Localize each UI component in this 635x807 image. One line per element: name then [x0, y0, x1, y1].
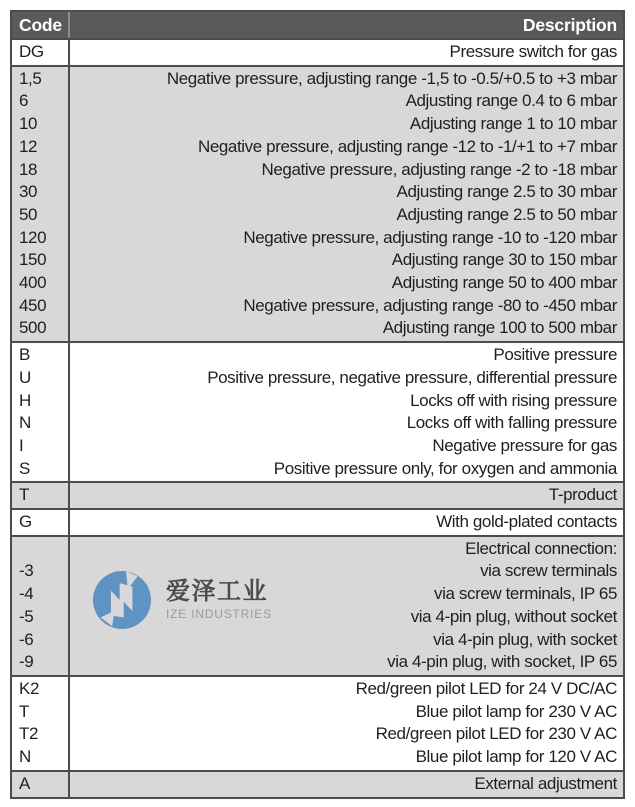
- code-cell: 450: [19, 295, 47, 315]
- table-body: [12, 38, 623, 797]
- code-cell: K2: [19, 678, 39, 698]
- code-column: [12, 343, 70, 481]
- description-cell: Red/green pilot LED for 230 V AC: [375, 724, 617, 744]
- table-section: [12, 38, 623, 65]
- description-cell: via 4-pin plug, with socket, IP 65: [387, 652, 617, 672]
- code-column: [12, 510, 70, 535]
- code-cell: 120: [19, 227, 47, 247]
- description-cell: T-product: [548, 485, 617, 505]
- description-cell: External adjustment: [474, 773, 617, 793]
- code-cell: A: [19, 773, 30, 793]
- description-cell: Positive pressure only, for oxygen and ammonia: [273, 458, 617, 478]
- code-cell: 150: [19, 250, 47, 270]
- description-cell: Positive pressure: [493, 345, 617, 365]
- code-column: [12, 772, 70, 797]
- code-cell: 30: [19, 182, 38, 202]
- description-cell: Blue pilot lamp for 230 V AC: [415, 701, 617, 721]
- description-cell: Blue pilot lamp for 120 V AC: [415, 747, 617, 767]
- code-cell: 12: [19, 136, 38, 156]
- description-cell: Positive pressure, negative pressure, differential pressure: [207, 367, 617, 387]
- code-cell: G: [19, 512, 32, 532]
- code-cell: H: [19, 390, 31, 410]
- code-cell: 1,5: [19, 68, 42, 88]
- code-cell: I: [19, 435, 24, 455]
- description-cell: Negative pressure for gas: [432, 435, 617, 455]
- description-cell: Adjusting range 2.5 to 50 mbar: [396, 204, 617, 224]
- table-section: [12, 481, 623, 508]
- code-cell: 50: [19, 204, 38, 224]
- description-cell: Adjusting range 100 to 500 mbar: [382, 318, 617, 338]
- description-cell: Negative pressure, adjusting range -12 to -1/+1 to +7 mbar: [197, 136, 617, 156]
- table-section: [12, 341, 623, 481]
- description-cell: Negative pressure, adjusting range -10 to -120 mbar: [243, 227, 617, 247]
- code-cell: -5: [19, 606, 34, 626]
- code-cell: [19, 538, 68, 561]
- code-cell: T2: [19, 724, 39, 744]
- description-cell: Adjusting range 1 to 10 mbar: [409, 114, 617, 134]
- code-cell: N: [19, 413, 31, 433]
- code-cell: -3: [19, 561, 34, 581]
- code-cell: B: [19, 345, 30, 365]
- code-cell: -6: [19, 629, 34, 649]
- code-cell: 500: [19, 318, 47, 338]
- code-cell: 400: [19, 273, 47, 293]
- description-cell: Pressure switch for gas: [449, 42, 617, 61]
- code-cell: T: [19, 485, 29, 505]
- code-column: [12, 483, 70, 508]
- code-column: [12, 40, 70, 65]
- code-description-table: [10, 10, 625, 799]
- table-section: [12, 675, 623, 770]
- table-section: [12, 770, 623, 797]
- description-cell: Negative pressure, adjusting range -1,5 to -0.5/+0.5 to +3 mbar: [166, 68, 617, 88]
- description-cell: Negative pressure, adjusting range -80 to -450 mbar: [243, 295, 617, 315]
- code-cell: -9: [19, 652, 34, 672]
- code-cell: S: [19, 458, 30, 478]
- header-description-label: Description: [522, 15, 617, 35]
- description-column: [70, 40, 623, 65]
- code-cell: DG: [19, 42, 44, 61]
- code-cell: -4: [19, 584, 34, 604]
- description-cell: Adjusting range 2.5 to 30 mbar: [396, 182, 617, 202]
- description-column: [70, 67, 623, 341]
- table-header-row: [12, 12, 623, 38]
- description-cell: Negative pressure, adjusting range -2 to -18 mbar: [261, 159, 617, 179]
- description-cell: Locks off with rising pressure: [410, 390, 617, 410]
- description-column: [70, 677, 623, 770]
- table-section: [12, 508, 623, 535]
- watermark-cjk-text: 爱泽工业: [166, 578, 268, 605]
- description-column: [70, 510, 623, 535]
- description-cell: With gold-plated contacts: [436, 512, 617, 532]
- description-cell: via 4-pin plug, without socket: [410, 606, 617, 626]
- header-code-label: Code: [12, 12, 70, 38]
- code-cell: 10: [19, 114, 38, 134]
- description-cell: Adjusting range 50 to 400 mbar: [391, 273, 617, 293]
- description-column: [70, 772, 623, 797]
- ize-watermark: [93, 571, 272, 629]
- code-column: [12, 537, 70, 675]
- description-column: [70, 343, 623, 481]
- description-cell: via screw terminals, IP 65: [434, 584, 617, 604]
- code-cell: 18: [19, 159, 38, 179]
- description-cell: Adjusting range 0.4 to 6 mbar: [405, 91, 617, 111]
- code-cell: T: [19, 701, 29, 721]
- code-cell: U: [19, 367, 31, 387]
- description-cell: via screw terminals: [480, 561, 617, 581]
- description-column: [70, 483, 623, 508]
- description-cell: Locks off with falling pressure: [406, 413, 617, 433]
- ize-logo-icon: [93, 571, 151, 629]
- code-column: [12, 67, 70, 341]
- description-cell: Electrical connection:: [465, 538, 617, 558]
- table-section: [12, 65, 623, 341]
- watermark-text-block: [166, 579, 272, 621]
- code-cell: 6: [19, 91, 29, 111]
- description-cell: Red/green pilot LED for 24 V DC/AC: [355, 678, 617, 698]
- description-cell: via 4-pin plug, with socket: [433, 629, 617, 649]
- watermark-latin-text: IZE INDUSTRIES: [166, 607, 272, 621]
- description-cell: Adjusting range 30 to 150 mbar: [391, 250, 617, 270]
- code-cell: N: [19, 747, 31, 767]
- code-column: [12, 677, 70, 770]
